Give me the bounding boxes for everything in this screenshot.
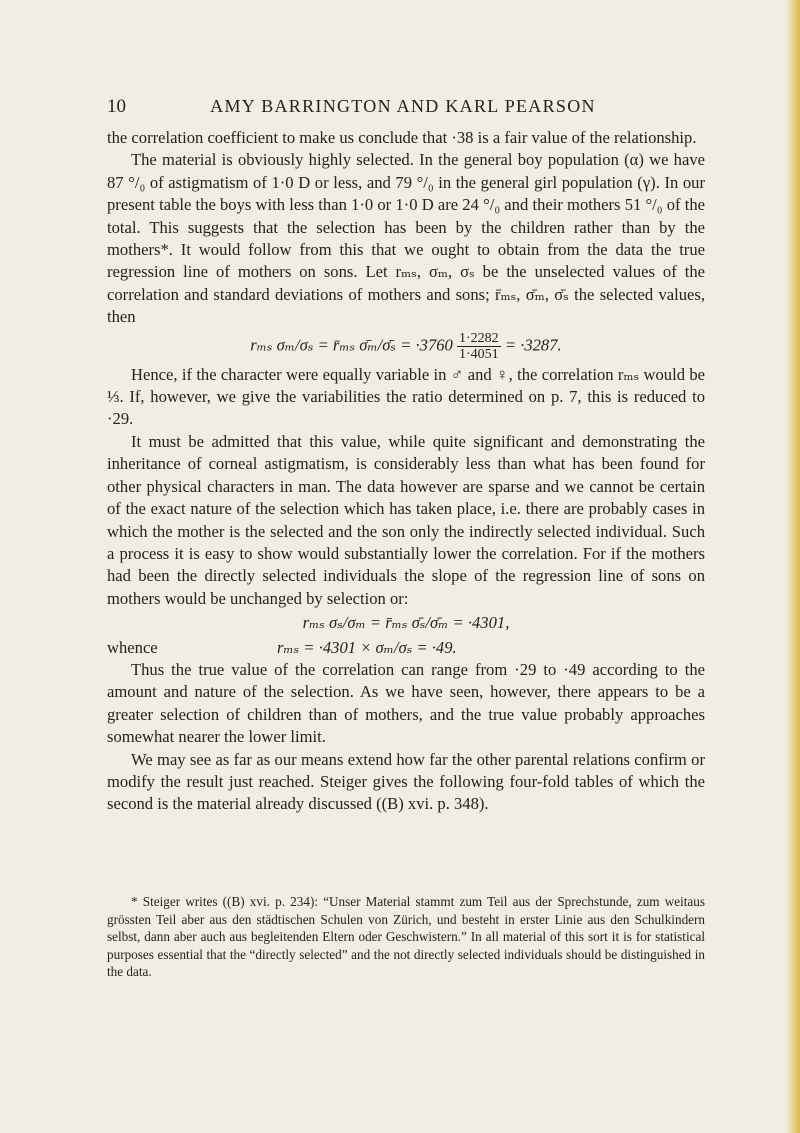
page-edge-stain <box>786 0 800 1133</box>
equation-2: rₘₛ σₛ/σₘ = r̄ₘₛ σ̄ₛ/σ̄ₘ = ·4301, <box>302 613 510 633</box>
paragraph-6: We may see as far as our means extend how far the other parental relations confirm or modify the result just reached. Steiger gives the following four-fold tables of which the second is the material already discussed ((B) xvi. p. 348). <box>107 749 705 814</box>
paragraph-1: the correlation coefficient to make us conclude that ·38 is a fair value of the relationship. <box>107 128 697 147</box>
paragraph-4: It must be admitted that this value, while quite significant and demonstrating the inheritance of corneal astigmatism, is considerably less than what has been found for other physical characters in man. The data however are sparse and we cannot be certain of the exact nature of the selection which has taken place, i.e. there are probably cases in which the mother is the selected and the son only the indirectly selected individual. Such a process it is easy to show would substantially lower the correlation. For if the mothers had been the directly selected individuals the slope of the regression line of sons on mothers would be unchanged by selection or: <box>107 431 705 608</box>
equation-1 <box>107 331 705 362</box>
body-text <box>107 127 705 816</box>
equation-3 <box>107 637 705 659</box>
equation-1-lhs: rₘₛ σₘ/σₛ = r̄ₘₛ σ̄ₘ/σ̄ₛ = ·3760 <box>250 334 453 354</box>
equation-1-rhs: = ·3287. <box>504 334 562 354</box>
running-title: AMY BARRINGTON AND KARL PEARSON <box>210 96 596 116</box>
equation-3-label: whence <box>107 637 158 657</box>
footnote: * Steiger writes ((B) xvi. p. 234): “Unser Material stammt zum Teil aus der Sprechstunde, zum weitaus grössten Teil aber aus den städtischen Schulen von Zürich, und besteht in erster Linie aus den Schulkindern selbst, dann aber auch aus begleitenden Eltern oder Geschwistern.” In all material of this sort it is for statistical purposes essential that the “directly selected” and the not directly selected individuals should be distinguished in the data. <box>107 894 705 980</box>
paragraph-2: The material is obviously highly selected. In the general boy population (α) we have 87 °/₀ of astigmatism of 1·0 D or less, and 79 °/₀ in the general girl population (γ). In our present table the boys with less than 1·0 or 1·0 D are 24 °/₀ and their mothers 51 °/₀ of the total. This suggests that the selection has been by the children rather than by the mothers*. It would follow from this that we ought to obtain from the data the true regression line of mothers on sons. Let rₘₛ, σₘ, σₛ be the unselected values of the correlation and standard deviations of mothers and sons; r̄ₘₛ, σ̄ₘ, σ̄ₛ the selected values, then <box>107 150 705 327</box>
paragraph-3: Hence, if the character were equally variable in ♂ and ♀, the correlation rₘₛ would be ⅓. If, however, we give the variabilities the ratio determined on p. 7, this is reduced to ·29. <box>107 364 705 429</box>
equation-3-body: rₘₛ = ·4301 × σₘ/σₛ = ·49. <box>277 637 457 657</box>
equation-1-denominator: 1·4051 <box>459 346 499 362</box>
page-number: 10 <box>107 96 126 117</box>
equation-1-numerator: 1·2282 <box>459 330 499 346</box>
paragraph-5: Thus the true value of the correlation can range from ·29 to ·49 according to the amount and nature of the selection. As we have seen, however, there appears to be a greater selection of children than of mothers, and the true value probably approaches somewhat nearer the lower limit. <box>107 659 705 747</box>
equation-1-fraction <box>457 331 501 362</box>
page-header <box>107 96 699 120</box>
